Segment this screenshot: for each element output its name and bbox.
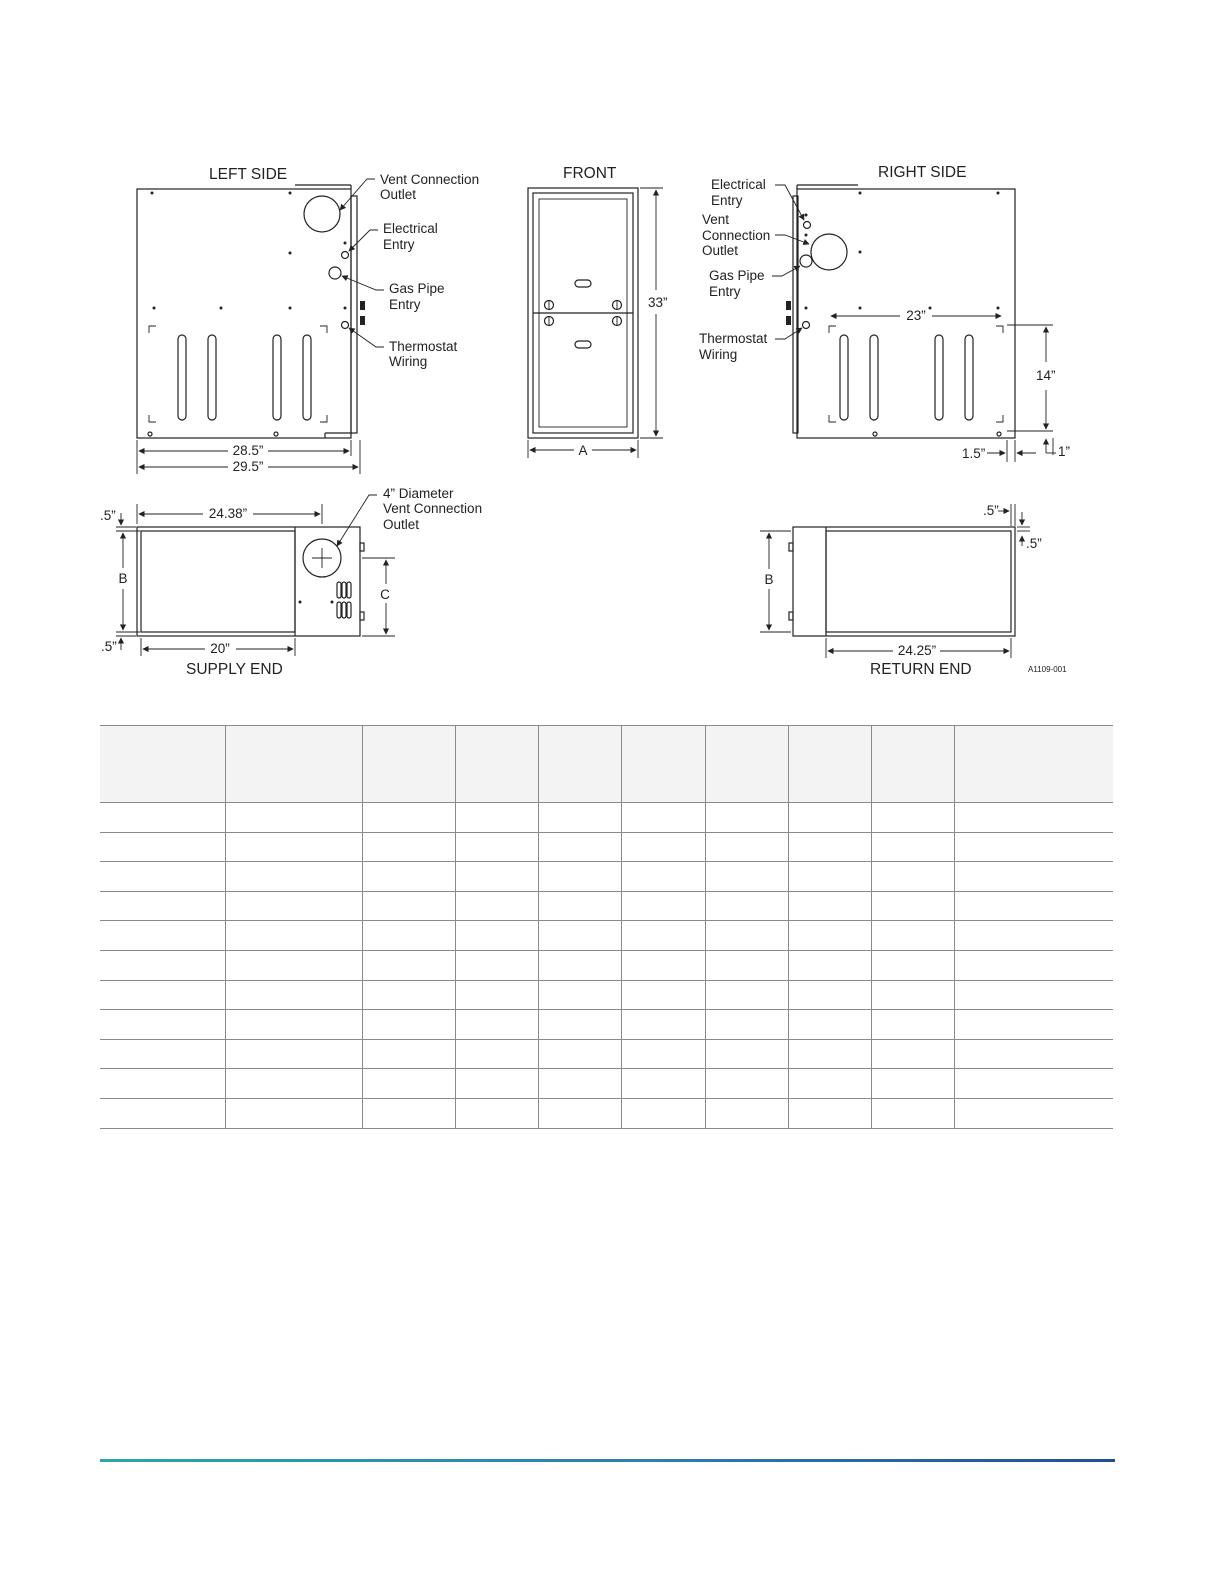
table-cell: [100, 1069, 225, 1099]
footer-rule: [100, 1459, 1115, 1462]
table-cell: [954, 1039, 1113, 1069]
table-cell: [705, 921, 788, 951]
table-cell: [225, 1098, 362, 1128]
table-cell: [954, 891, 1113, 921]
right-height: 14”: [1036, 368, 1056, 383]
right-vent-outlet-circle: [811, 234, 847, 270]
right-gas-callout-1: Gas Pipe: [709, 268, 765, 283]
table-cell: [100, 862, 225, 892]
table-cell: [538, 832, 621, 862]
supply-callout-1: 4” Diameter: [383, 486, 454, 501]
table-cell: [362, 1010, 455, 1040]
table-cell: [705, 1069, 788, 1099]
table-cell: [705, 803, 788, 833]
table-cell: [100, 891, 225, 921]
table-cell: [871, 803, 954, 833]
table-cell: [705, 980, 788, 1010]
left-gas-callout-1: Gas Pipe: [389, 281, 445, 296]
table-cell: [100, 832, 225, 862]
left-elec-callout-2: Entry: [383, 237, 415, 252]
table-cell: [621, 980, 705, 1010]
table-cell: [788, 1039, 871, 1069]
table-cell: [538, 1069, 621, 1099]
table-cell: [705, 1039, 788, 1069]
front-title: FRONT: [563, 165, 617, 182]
table-row: [100, 950, 1113, 980]
table-cell: [871, 1098, 954, 1128]
table-cell: [455, 1069, 538, 1099]
vent-outlet-circle: [304, 196, 340, 232]
table-cell: [100, 1010, 225, 1040]
table-cell: [225, 980, 362, 1010]
table-cell: [538, 1098, 621, 1128]
supply-vent-height: C: [380, 587, 390, 602]
table-cell: [225, 862, 362, 892]
table-cell: [788, 1069, 871, 1099]
supply-top-offset: .5”: [100, 508, 116, 523]
table-cell: [538, 950, 621, 980]
table-cell: [871, 980, 954, 1010]
table-cell: [621, 891, 705, 921]
table-cell: [100, 1039, 225, 1069]
right-thermo-callout-1: Thermostat: [699, 331, 768, 346]
table-cell: [362, 1069, 455, 1099]
return-side-offset: .5”: [983, 503, 999, 518]
table-cell: [538, 891, 621, 921]
table-cell: [954, 921, 1113, 951]
table-cell: [362, 832, 455, 862]
header-cell: [788, 726, 871, 803]
right-side-view: [699, 164, 1070, 462]
table-row: [100, 891, 1113, 921]
supply-callout-3: Outlet: [383, 517, 420, 532]
table-cell: [621, 921, 705, 951]
front-view: [528, 165, 668, 458]
table-cell: [621, 862, 705, 892]
table-cell: [100, 921, 225, 951]
table-cell: [538, 980, 621, 1010]
table-cell: [455, 1010, 538, 1040]
supply-opening: 20”: [210, 641, 230, 656]
table-cell: [871, 1010, 954, 1040]
table-cell: [621, 950, 705, 980]
table-body: [100, 803, 1113, 1129]
table-cell: [788, 862, 871, 892]
table-cell: [362, 891, 455, 921]
right-vent-callout-1: Vent: [702, 212, 730, 227]
table-cell: [225, 832, 362, 862]
table-row: [100, 862, 1113, 892]
right-elec-callout-1: Electrical: [711, 177, 766, 192]
front-width: A: [578, 443, 588, 458]
table-cell: [871, 832, 954, 862]
supply-callout-2: Vent Connection: [383, 501, 483, 516]
left-thermo-callout-1: Thermostat: [389, 339, 458, 354]
table-cell: [871, 862, 954, 892]
left-side-title: LEFT SIDE: [209, 166, 288, 183]
table-cell: [621, 803, 705, 833]
table-cell: [362, 1098, 455, 1128]
left-vent-callout-1: Vent Connection: [380, 172, 480, 187]
table-row: [100, 1039, 1113, 1069]
table-cell: [705, 832, 788, 862]
left-vent-callout-2: Outlet: [380, 187, 417, 202]
table-cell: [225, 1069, 362, 1099]
table-cell: [225, 1010, 362, 1040]
left-thermo-callout-2: Wiring: [389, 354, 428, 369]
table-cell: [100, 980, 225, 1010]
table-cell: [788, 891, 871, 921]
table-cell: [362, 921, 455, 951]
table-row: [100, 980, 1113, 1010]
right-gas-callout-2: Entry: [709, 284, 741, 299]
header-cell: [621, 726, 705, 803]
header-cell: [100, 726, 225, 803]
table-cell: [788, 950, 871, 980]
table-cell: [705, 891, 788, 921]
furnace-dimension-diagram: [0, 0, 1224, 700]
table-cell: [621, 1010, 705, 1040]
table-cell: [455, 980, 538, 1010]
table-cell: [225, 950, 362, 980]
table-cell: [871, 950, 954, 980]
table-cell: [455, 950, 538, 980]
right-elec-callout-2: Entry: [711, 193, 743, 208]
table-cell: [954, 1069, 1113, 1099]
right-vent-callout-2: Connection: [702, 228, 771, 243]
left-side-view: [137, 166, 479, 474]
header-cell: [538, 726, 621, 803]
table-cell: [954, 980, 1113, 1010]
table-row: [100, 1069, 1113, 1099]
table-cell: [705, 1010, 788, 1040]
supply-width: 24.38”: [208, 506, 248, 521]
table-cell: [788, 1098, 871, 1128]
table-cell: [455, 1098, 538, 1128]
supply-end-view: [100, 486, 482, 678]
table-row: [100, 1010, 1113, 1040]
table-cell: [538, 921, 621, 951]
table-cell: [100, 803, 225, 833]
table-cell: [538, 862, 621, 892]
table-row: [100, 832, 1113, 862]
left-gas-callout-2: Entry: [389, 297, 421, 312]
table-cell: [871, 891, 954, 921]
right-width: 23”: [906, 308, 926, 323]
figure-id: A1109-001: [1028, 665, 1067, 674]
table-cell: [621, 1069, 705, 1099]
table-row: [100, 803, 1113, 833]
table-cell: [455, 862, 538, 892]
table-cell: [362, 980, 455, 1010]
table-cell: [621, 1039, 705, 1069]
supply-end-title: SUPPLY END: [186, 661, 283, 678]
table-cell: [100, 950, 225, 980]
table-cell: [455, 1039, 538, 1069]
table-cell: [225, 1039, 362, 1069]
table-cell: [871, 921, 954, 951]
table-row: [100, 1098, 1113, 1128]
table-cell: [362, 1039, 455, 1069]
return-width: 24.25”: [897, 643, 937, 658]
table-cell: [788, 921, 871, 951]
table-cell: [954, 832, 1113, 862]
table-cell: [362, 862, 455, 892]
table-cell: [538, 1010, 621, 1040]
table-cell: [705, 950, 788, 980]
table-cell: [455, 803, 538, 833]
table-cell: [621, 832, 705, 862]
table-cell: [954, 803, 1113, 833]
table-cell: [788, 832, 871, 862]
table-cell: [100, 1098, 225, 1128]
return-top-offset: .5”: [1026, 536, 1042, 551]
table-cell: [954, 1010, 1113, 1040]
table-cell: [621, 1098, 705, 1128]
table-cell: [954, 862, 1113, 892]
header-cell: [871, 726, 954, 803]
right-vent-callout-3: Outlet: [702, 243, 739, 258]
header-cell: [362, 726, 455, 803]
table-cell: [705, 1098, 788, 1128]
right-bottom: 1”: [1058, 444, 1071, 459]
table-cell: [225, 803, 362, 833]
table-cell: [954, 1098, 1113, 1128]
table-cell: [705, 862, 788, 892]
table-cell: [954, 950, 1113, 980]
table-cell: [362, 803, 455, 833]
supply-bottom-offset: .5”: [101, 639, 117, 654]
left-width-outer: 29.5”: [232, 459, 264, 474]
return-height: B: [764, 572, 774, 587]
table-cell: [871, 1039, 954, 1069]
right-thermo-callout-2: Wiring: [699, 347, 738, 362]
table-cell: [538, 803, 621, 833]
table-cell: [225, 921, 362, 951]
table-cell: [538, 1039, 621, 1069]
table-cell: [455, 921, 538, 951]
table-cell: [455, 891, 538, 921]
header-cell: [705, 726, 788, 803]
header-cell: [954, 726, 1113, 803]
return-end-view: [760, 503, 1042, 678]
table-cell: [225, 891, 362, 921]
table-row: [100, 921, 1113, 951]
dimensions-table: [100, 725, 1113, 1129]
header-cell: [225, 726, 362, 803]
right-offset: 1.5”: [962, 446, 986, 461]
front-height: 33”: [648, 295, 668, 310]
table-cell: [362, 950, 455, 980]
supply-height: B: [118, 571, 128, 586]
left-width-inner: 28.5”: [232, 443, 264, 458]
table-header-row: [100, 726, 1113, 803]
right-side-title: RIGHT SIDE: [878, 164, 967, 181]
table-cell: [455, 832, 538, 862]
return-end-title: RETURN END: [870, 661, 972, 678]
table-cell: [871, 1069, 954, 1099]
table-cell: [788, 980, 871, 1010]
header-cell: [455, 726, 538, 803]
left-elec-callout-1: Electrical: [383, 221, 438, 236]
table-cell: [788, 1010, 871, 1040]
table-cell: [788, 803, 871, 833]
